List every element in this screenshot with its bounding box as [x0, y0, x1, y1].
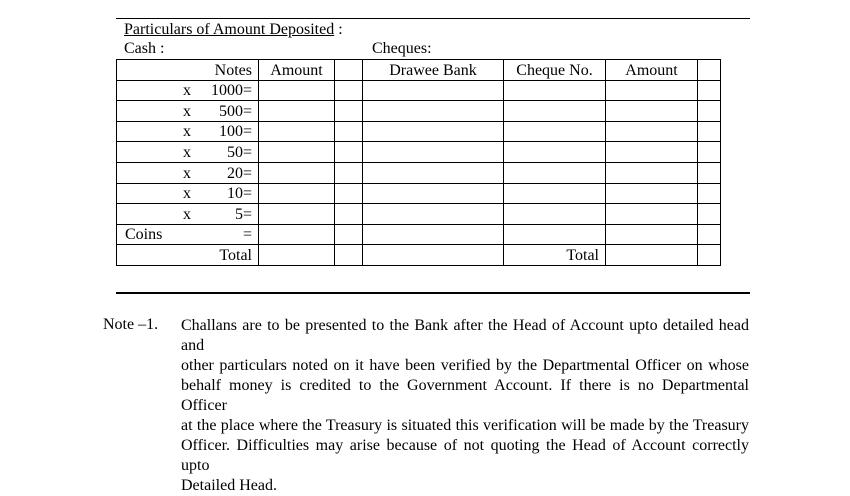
middle-rule [116, 292, 750, 294]
blank-a[interactable] [335, 142, 363, 163]
table-row [117, 121, 721, 142]
denomination-value: 10= [226, 185, 252, 203]
table-row-coins [117, 224, 721, 245]
cheque-amount-field[interactable] [606, 142, 698, 163]
blank-b[interactable] [698, 204, 721, 225]
table-row [117, 142, 721, 163]
section-title-text: Particulars of Amount Deposited [124, 21, 335, 38]
header-drawee-bank: Drawee Bank [363, 60, 504, 81]
coins-cheque-amount-field[interactable] [606, 224, 698, 245]
total-drawee-blank [363, 245, 504, 266]
blank-a[interactable] [335, 101, 363, 122]
amount-field[interactable] [259, 142, 335, 163]
cheque-no-field[interactable] [504, 101, 606, 122]
drawee-bank-field[interactable] [363, 183, 504, 204]
note-line: Challans are to be presented to the Bank after the Head of Account upto detailed head and [181, 317, 749, 354]
header-blank-b [698, 60, 721, 81]
header-notes: Notes [117, 60, 259, 81]
coins-eq: = [242, 226, 252, 244]
coins-cell [117, 224, 259, 245]
total-cheque-amount-field[interactable] [606, 245, 698, 266]
cheque-no-field[interactable] [504, 204, 606, 225]
header-amount: Amount [259, 60, 335, 81]
cheque-no-field[interactable] [504, 121, 606, 142]
drawee-bank-field[interactable] [363, 162, 504, 183]
multiply-sign: x [183, 82, 191, 100]
cheque-no-field[interactable] [504, 162, 606, 183]
note-label: Note –1. [103, 316, 159, 333]
blank-b[interactable] [698, 121, 721, 142]
table-row [117, 204, 721, 225]
coins-amount-field[interactable] [259, 224, 335, 245]
cheque-amount-field[interactable] [606, 183, 698, 204]
blank-a[interactable] [335, 121, 363, 142]
note-paragraph [181, 316, 749, 496]
cash-label: Cash : [124, 40, 165, 57]
denomination-cell [117, 204, 259, 225]
blank-a[interactable] [335, 183, 363, 204]
denomination-value: 100= [218, 123, 252, 141]
amount-field[interactable] [259, 80, 335, 101]
blank-b[interactable] [698, 101, 721, 122]
denomination-cell [117, 121, 259, 142]
cheque-amount-field[interactable] [606, 204, 698, 225]
coins-label: Coins [125, 226, 163, 244]
amount-field[interactable] [259, 101, 335, 122]
total-blank-a[interactable] [335, 245, 363, 266]
table-row [117, 183, 721, 204]
note-line: Detailed Head. [181, 477, 277, 494]
denomination-cell [117, 101, 259, 122]
section-title-suffix: : [334, 21, 343, 38]
denomination-value: 500= [218, 102, 252, 120]
drawee-bank-field[interactable] [363, 80, 504, 101]
total-right-label: Total [504, 245, 606, 266]
drawee-bank-field[interactable] [363, 121, 504, 142]
multiply-sign: x [183, 185, 191, 203]
multiply-sign: x [183, 164, 191, 182]
top-rule [116, 18, 750, 19]
drawee-bank-field[interactable] [363, 101, 504, 122]
total-left-label: Total [117, 245, 259, 266]
cheque-no-field[interactable] [504, 80, 606, 101]
denomination-value: 5= [234, 205, 252, 223]
header-cheque-amount: Amount [606, 60, 698, 81]
blank-b[interactable] [698, 80, 721, 101]
blank-a[interactable] [335, 80, 363, 101]
cheque-amount-field[interactable] [606, 101, 698, 122]
blank-a[interactable] [335, 162, 363, 183]
multiply-sign: x [183, 123, 191, 141]
table-row [117, 80, 721, 101]
multiply-sign: x [183, 143, 191, 161]
deposit-table [116, 59, 721, 266]
blank-b[interactable] [698, 183, 721, 204]
table-row [117, 101, 721, 122]
denomination-cell [117, 183, 259, 204]
amount-field[interactable] [259, 183, 335, 204]
header-blank-a [335, 60, 363, 81]
drawee-bank-field[interactable] [363, 142, 504, 163]
blank-b[interactable] [698, 142, 721, 163]
note-line: behalf money is credited to the Government Account. If there is no Departmental Officer [181, 377, 749, 414]
amount-field[interactable] [259, 204, 335, 225]
blank-a[interactable] [335, 204, 363, 225]
total-amount-field[interactable] [259, 245, 335, 266]
cheque-no-field[interactable] [504, 183, 606, 204]
coins-blank-b[interactable] [698, 224, 721, 245]
note-line: Officer. Difficulties may arise because of not quoting the Head of Account correctly upto [181, 437, 749, 474]
cheques-label: Cheques: [372, 40, 432, 57]
multiply-sign: x [183, 205, 191, 223]
coins-blank-a[interactable] [335, 224, 363, 245]
cheque-no-field[interactable] [504, 142, 606, 163]
cheque-amount-field[interactable] [606, 121, 698, 142]
cheque-amount-field[interactable] [606, 162, 698, 183]
table-header-row [117, 60, 721, 81]
drawee-bank-field[interactable] [363, 204, 504, 225]
denomination-cell [117, 162, 259, 183]
denomination-cell [117, 80, 259, 101]
coins-drawee-bank-field[interactable] [363, 224, 504, 245]
denomination-value: 1000= [210, 82, 252, 100]
note-line: other particulars noted on it have been verified by the Departmental Officer on whose [181, 357, 749, 374]
amount-field[interactable] [259, 121, 335, 142]
table-row-total [117, 245, 721, 266]
total-blank-b[interactable] [698, 245, 721, 266]
coins-cheque-no-field[interactable] [504, 224, 606, 245]
table-row [117, 162, 721, 183]
denomination-value: 50= [226, 143, 252, 161]
blank-b[interactable] [698, 162, 721, 183]
denomination-value: 20= [226, 164, 252, 182]
note-line: at the place where the Treasury is situated this verification will be made by the Treasury [181, 417, 749, 434]
amount-field[interactable] [259, 162, 335, 183]
cheque-amount-field[interactable] [606, 80, 698, 101]
header-cheque-no: Cheque No. [504, 60, 606, 81]
section-title [124, 21, 343, 39]
multiply-sign: x [183, 102, 191, 120]
denomination-cell [117, 142, 259, 163]
